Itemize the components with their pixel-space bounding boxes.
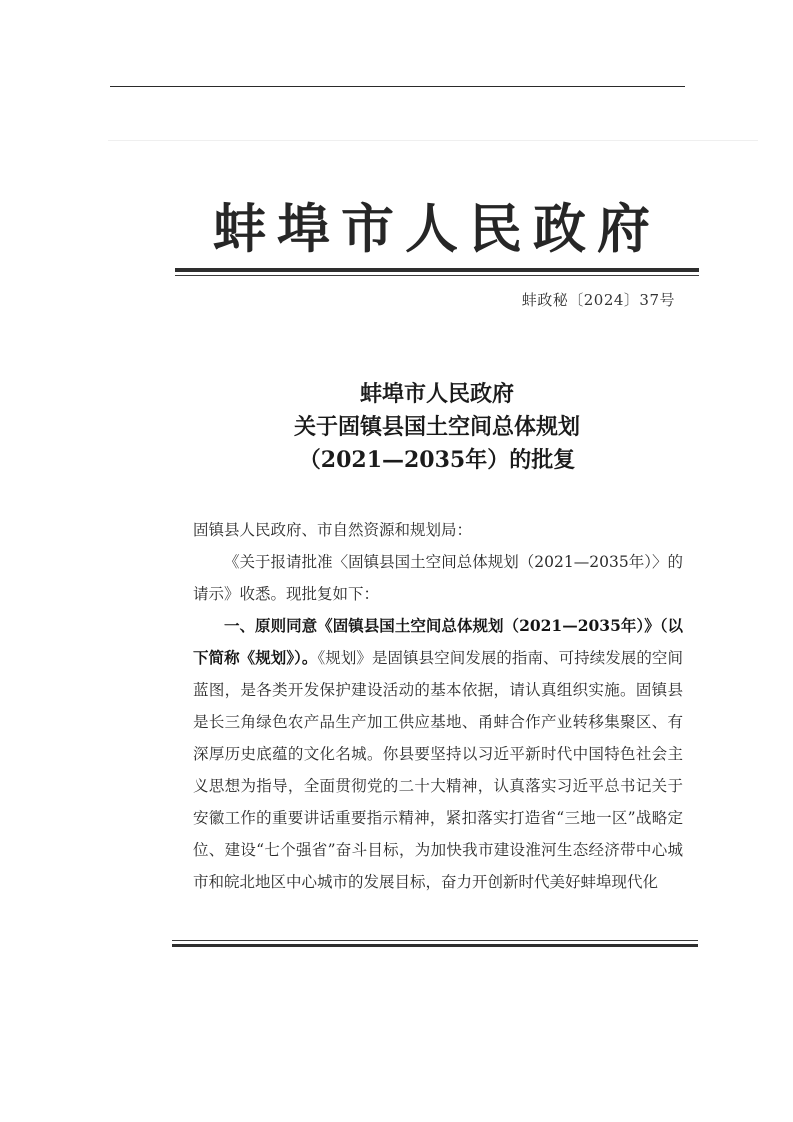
- faint-separator-line: [108, 140, 758, 141]
- header-rule-thin: [175, 275, 699, 276]
- section-1-paragraph: [193, 610, 683, 898]
- section-1-heading: 一、原则同意《固镇县国土空间总体规划（2021—2035年）》（以下简称《规划》）。: [193, 616, 683, 667]
- footer-rule-thick: [172, 944, 698, 947]
- addressee: 固镇县人民政府、市自然资源和规划局：: [193, 521, 473, 539]
- document-title: [175, 378, 699, 477]
- top-border-line: [110, 86, 685, 87]
- document-title-line-3: （2021—2035年）的批复: [298, 447, 576, 473]
- document-title-line-2: 关于固镇县国土空间总体规划: [293, 414, 580, 440]
- header-rule-thick: [175, 268, 699, 272]
- issuing-authority-header: 蚌埠市人民政府: [213, 198, 661, 260]
- document-body: [193, 514, 683, 898]
- section-1-text: 《规划》是固镇县空间发展的指南、可持续发展的空间蓝图，是各类开发保护建设活动的基本依据，请认真组织实施。固镇县是长三角绿色农产品生产加工供应基地、甬蚌合作产业转移集聚区、有深厚历史底蕴的文化名城。你县要坚持以习近平新时代中国特色社会主义思想为指导，全面贯彻党的二十大精神，认真落实习近平总书记关于安徽工作的重要讲话重要指示精神，紧扣落实打造省“三地一区”战略定位、建设“七个强省”奋斗目标，为加快我市建设淮河生态经济带中心城市和皖北地区中心城市的发展目标，奋力开创新时代美好蚌埠现代化: [193, 649, 683, 891]
- footer-rule-thin: [172, 940, 698, 941]
- intro-paragraph: 《关于报请批准〈固镇县国土空间总体规划（2021—2035年）〉的请示》收悉。现批复如下：: [193, 553, 683, 603]
- document-number: 蚌政秘〔2024〕37号: [521, 291, 675, 309]
- document-title-line-1: 蚌埠市人民政府: [359, 381, 514, 407]
